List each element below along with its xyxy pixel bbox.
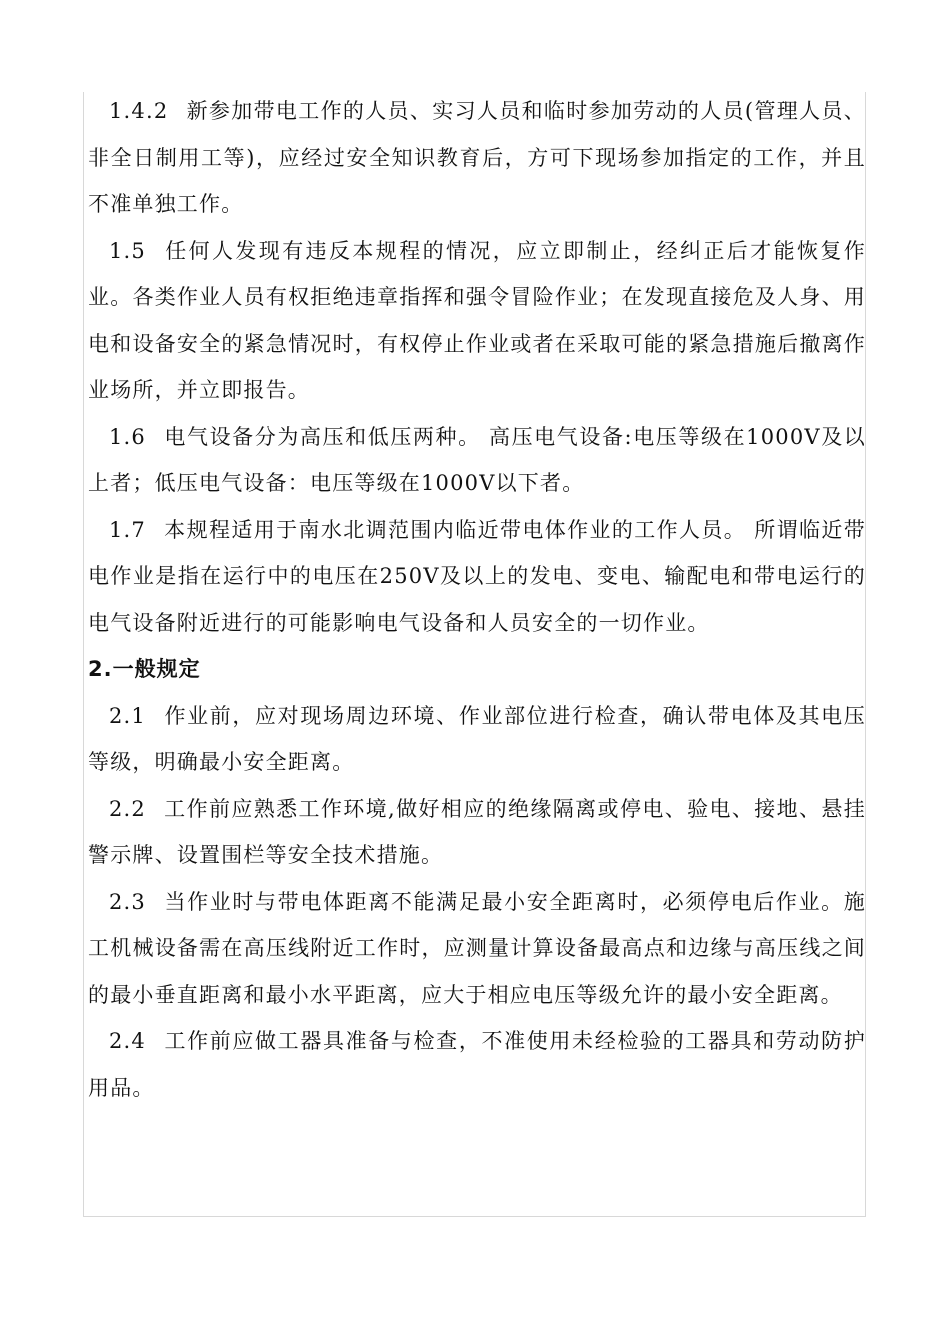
paragraph-2-1 — [88, 693, 866, 786]
clause-text: 本规程适用于南水北调范围内临近带电体作业的工作人员。 所谓临近带电作业是指在运行中的电压在250V及以上的发电、变电、输配电和带电运行的电气设备附近进行的可能影响电气设备和人员安全的一切作业。 — [88, 517, 866, 635]
clause-number: 1.6 — [109, 424, 146, 449]
document-body — [88, 88, 866, 1111]
clause-number: 1.5 — [109, 238, 146, 263]
paragraph-2-4 — [88, 1018, 866, 1111]
clause-number: 1.4.2 — [109, 99, 169, 123]
clause-number: 1.7 — [109, 517, 146, 542]
section-heading: 2.一般规定 — [88, 657, 201, 681]
clause-text: 新参加带电工作的人员、实习人员和临时参加劳动的人员(管理人员、非全日制用工等)，应经过安全知识教育后，方可下现场参加指定的工作，并且不准单独工作。 — [88, 99, 866, 216]
clause-number: 2.3 — [109, 889, 146, 914]
paragraph-1-4-2 — [88, 88, 866, 228]
paragraph-1-5 — [88, 228, 866, 414]
paragraph-2-3 — [88, 879, 866, 1019]
clause-number: 2.1 — [109, 703, 146, 728]
clause-text: 作业前，应对现场周边环境、作业部位进行检查，确认带电体及其电压等级，明确最小安全距离。 — [88, 703, 866, 774]
clause-number: 2.4 — [109, 1029, 146, 1053]
clause-text: 电气设备分为高压和低压两种。 高压电气设备:电压等级在1000V及以上者；低压电气设备：电压等级在1000V以下者。 — [88, 424, 866, 495]
clause-text: 工作前应熟悉工作环境,做好相应的绝缘隔离或停电、验电、接地、悬挂警示牌、设置围栏等安全技术措施。 — [88, 796, 866, 867]
clause-text: 任何人发现有违反本规程的情况，应立即制止，经纠正后才能恢复作业。各类作业人员有权拒绝违章指挥和强令冒险作业；在发现直接危及人身、用电和设备安全的紧急情况时，有权停止作业或者在采取可能的紧急措施后撤离作业场所，并立即报告。 — [88, 238, 866, 402]
paragraph-1-6 — [88, 414, 866, 507]
clause-number: 2.2 — [109, 796, 146, 821]
clause-text: 工作前应做工器具准备与检查，不准使用未经检验的工器具和劳动防护用品。 — [88, 1029, 866, 1100]
paragraph-2-2 — [88, 786, 866, 879]
clause-text: 当作业时与带电体距离不能满足最小安全距离时，必须停电后作业。施工机械设备需在高压线附近工作时，应测量计算设备最高点和边缘与高压线之间的最小垂直距离和最小水平距离，应大于相应电压等级允许的最小安全距离。 — [88, 889, 866, 1007]
paragraph-1-7 — [88, 507, 866, 647]
